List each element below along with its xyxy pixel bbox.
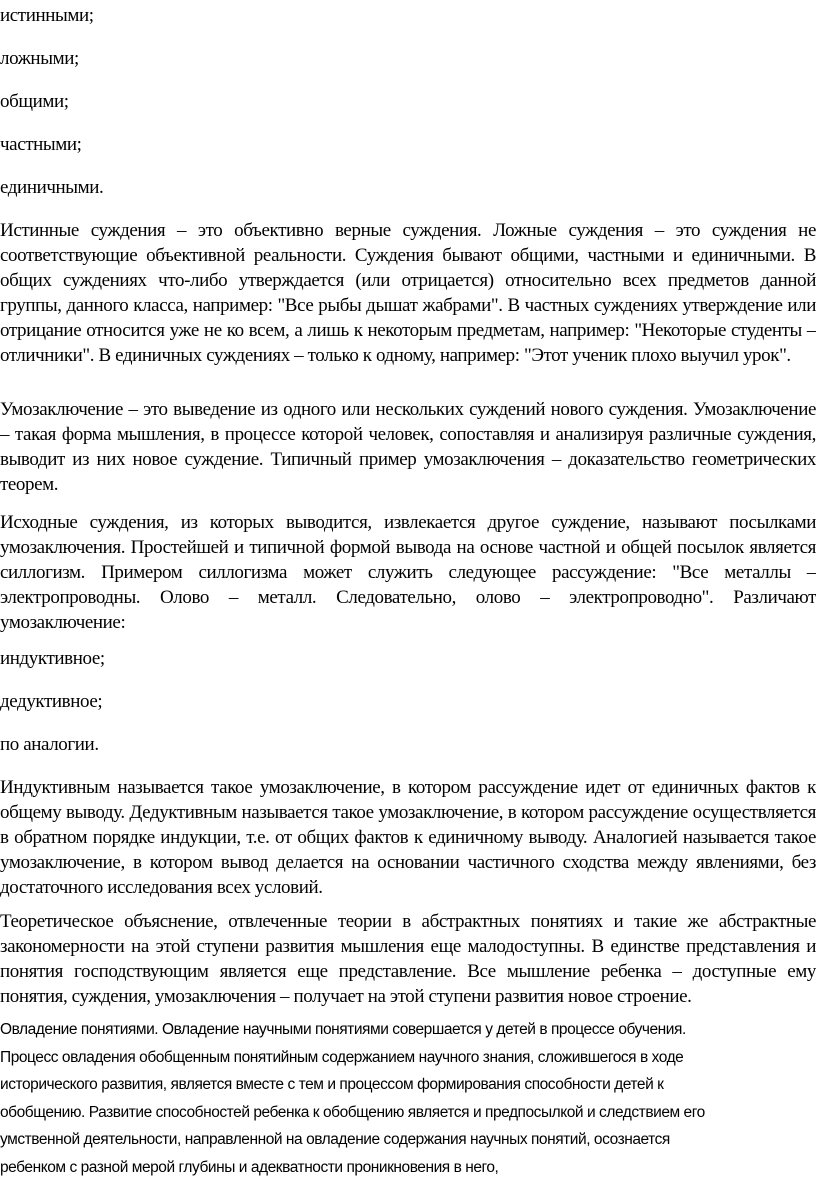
list-item: индуктивное; xyxy=(0,648,105,669)
list-item: частными; xyxy=(0,134,82,155)
text-line: обобщению. Развитие способностей ребенка к обобщению является и предпосылкой и следствием его xyxy=(0,1103,705,1121)
text-line: Овладение понятиями. Овладение научными понятиями совершается у детей в процессе обучения. xyxy=(0,1021,686,1038)
list-item: единичными. xyxy=(0,177,104,198)
paragraph-theoretical-explanation: Теоретическое объяснение, отвлеченные теории в абстрактных понятиях и такие же абстрактные закономерности на этой ступени развития мышления еще малодоступны. В единстве представления и понятия господствующим является еще представление. Все мышление ребенка – доступные ему понятия, суждения, умозаключения – получает на этой ступени развития новое строение. xyxy=(0,911,816,1007)
list-item: по аналогии. xyxy=(0,734,99,755)
paragraph-inference: Умозаключение – это выведение из одного или нескольких суждений нового суждения. Умозаключение – такая форма мышления, в процессе которой человек, сопоставляя и анализируя различные суждения, выводит из них новое суждение. Типичный пример умозаключения – доказательство геометрических теорем. xyxy=(0,399,816,495)
list-item: общими; xyxy=(0,91,69,112)
paragraph-premises: Исходные суждения, из которых выводится, извлекается другое суждение, называют посылками умозаключения. Простейшей и типичной формой вывода на основе частной и общей посылок является силлогизм. Примером силлогизма может служить следующее рассуждение: "Все металлы – электропроводны. Олово – металл. Следовательно, олово – электропроводно". Различают умозаключение: xyxy=(0,512,816,633)
text-line: исторического развития, является вместе с тем и процессом формирования способности детей к xyxy=(0,1076,664,1093)
list-item: дедуктивное; xyxy=(0,691,103,712)
list-item: истинными; xyxy=(0,5,94,26)
text-line: ребенком с разной мерой глубины и адекватности проникновения в него, xyxy=(0,1158,499,1176)
paragraph-judgements: Истинные суждения – это объективно верные суждения. Ложные суждения – это суждения не соответствующие объективной реальности. Суждения бывают общими, частными и единичными. В общих суждениях что-либо утверждается (или отрицается) относительно всех предметов данной группы, данного класса, например: "Все рыбы дышат жабрами". В частных суждениях утверждение или отрицание относится уже не ко всем, а лишь к некоторым предметам, например: "Некоторые студенты – отличники". В единичных суждениях – только к одному, например: "Этот ученик плохо выучил урок". xyxy=(0,220,816,366)
text-line: Процесс овладения обобщенным понятийным содержанием научного знания, сложившегося в ходе xyxy=(0,1048,684,1066)
paragraph-inference-definitions: Индуктивным называется такое умозаключение, в котором рассуждение идет от единичных фактов к общему выводу. Дедуктивным называется такое умозаключение, в котором рассуждение осуществляется в обратном порядке индукции, т.е. от общих фактов к единичному выводу. Аналогией называется такое умозаключение, в котором вывод делается на основании частичного сходства между явлениями, без достаточного исследования всех условий. xyxy=(0,777,816,898)
list-item: ложными; xyxy=(0,48,79,69)
paragraph-concept-mastery xyxy=(0,1016,816,1181)
text-line: умственной деятельности, направленной на овладение содержания научных понятий, осознается xyxy=(0,1131,670,1148)
